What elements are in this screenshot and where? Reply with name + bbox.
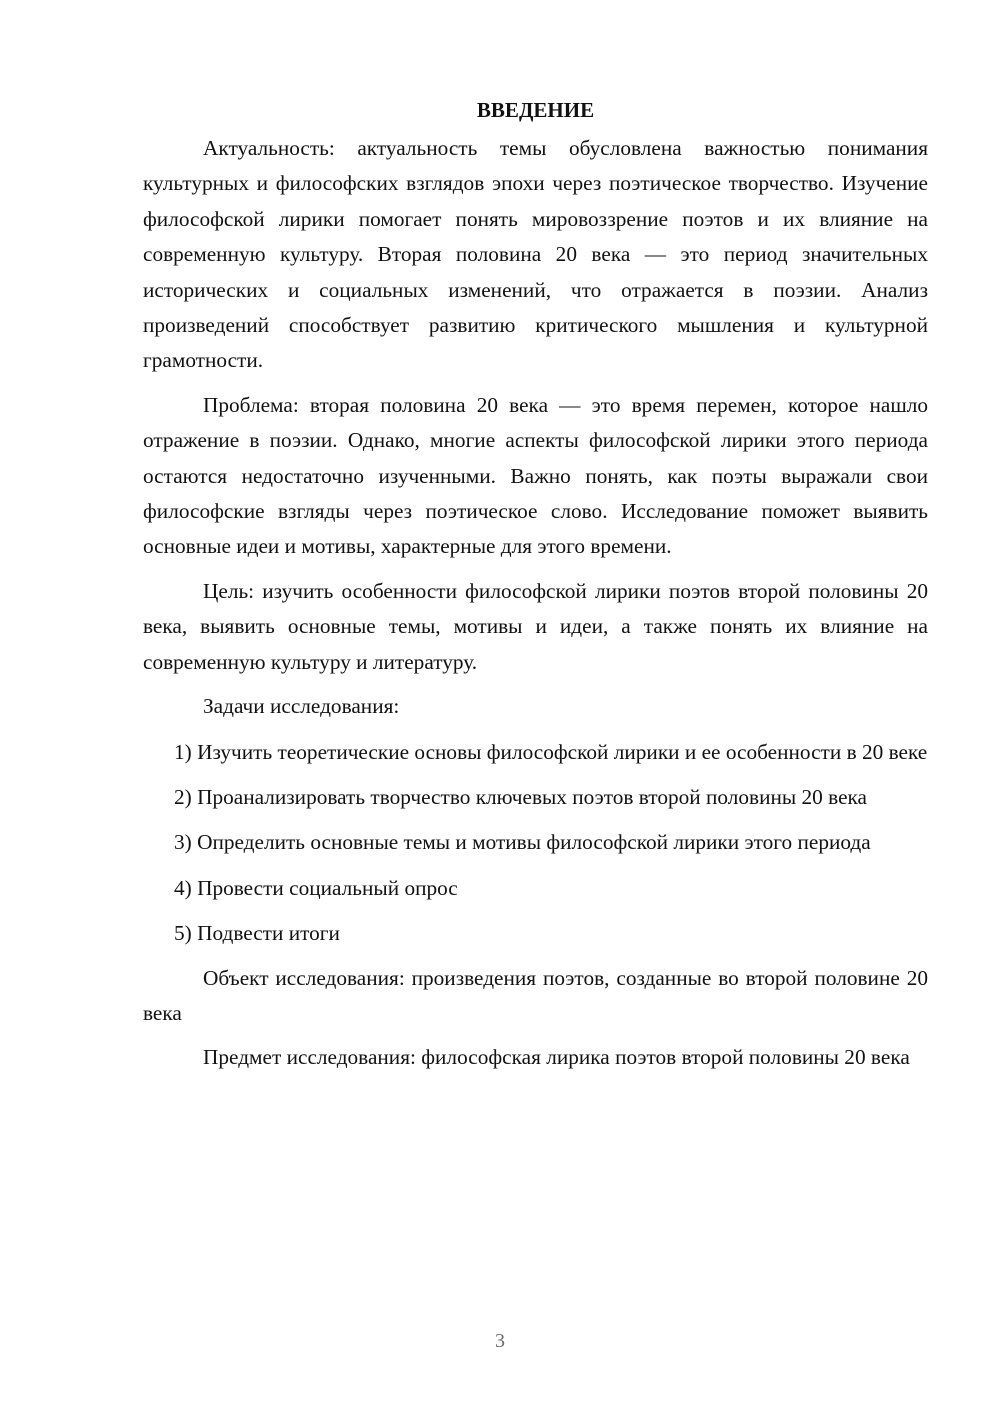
page-number: 3 [495,1330,505,1352]
goal-paragraph: Цель: изучить особенности философской лирики поэтов второй половины 20 века, выявить основные темы, мотивы и идеи, а также понять их влияние на современную культуру и литературу. [143,578,928,674]
subject-paragraph: Предмет исследования: философская лирика поэтов второй половины 20 века [203,1045,910,1070]
problem-paragraph: Проблема: вторая половина 20 века — это время перемен, которое нашло отражение в поэзии. Однако, многие аспекты философской лирики этого периода остаются недостаточно изученными. Важно понять, как поэты выражали свои философские взгляды через поэтическое слово. Исследование поможет выявить основные идеи и мотивы, характерные для этого времени. [143,392,928,559]
page-title: ВВЕДЕНИЕ [476,98,595,122]
task-item-5: 5) Подвести итоги [174,921,340,946]
task-item-3: 3) Определить основные темы и мотивы философской лирики этого периода [174,830,871,855]
document-page [143,93,928,1076]
tasks-title: Задачи исследования: [203,694,400,719]
relevance-paragraph: Актуальность: актуальность темы обусловлена важностью понимания культурных и философских взглядов эпохи через поэтическое творчество. Изучение философской лирики помогает понять мировоззрение поэтов и их влияние на современную культуру. Вторая половина 20 века — это период значительных исторических и социальных изменений, что отражается в поэзии. Анализ произведений способствует развитию критического мышления и культурной грамотности. [143,136,928,373]
object-paragraph: Объект исследования: произведения поэтов, созданные во второй половине 20 века [143,965,928,1025]
task-item-2: 2) Проанализировать творчество ключевых поэтов второй половины 20 века [174,784,868,809]
task-item-1: 1) Изучить теоретические основы философской лирики и ее особенности в 20 веке [174,739,928,764]
task-item-4: 4) Провести социальный опрос [174,875,458,900]
